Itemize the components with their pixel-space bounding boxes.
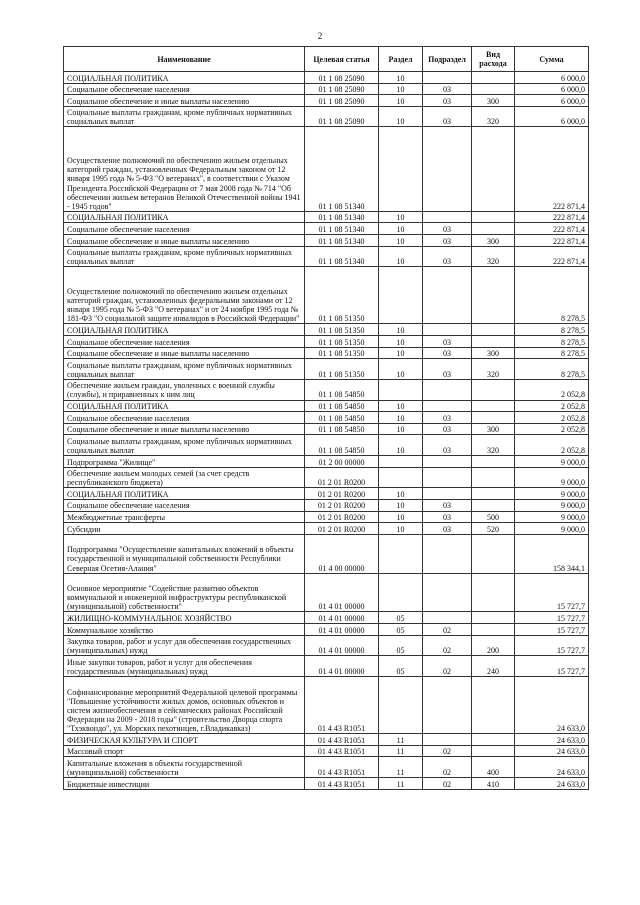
row-target-article-cell: 01 1 08 25090	[305, 72, 379, 84]
row-expense-type-cell	[472, 734, 515, 746]
table-row	[64, 106, 589, 127]
row-subsection-cell	[423, 677, 472, 734]
table-row	[64, 456, 589, 468]
row-section-cell	[379, 677, 423, 734]
row-section-cell	[379, 127, 423, 211]
row-sum-cell: 15 727,7	[515, 624, 589, 636]
table-row	[64, 573, 589, 612]
row-section-cell	[379, 267, 423, 324]
row-sum-cell: 9 000,0	[515, 456, 589, 468]
row-section-cell: 10	[379, 499, 423, 511]
row-subsection-cell: 03	[423, 347, 472, 359]
row-section-cell: 10	[379, 95, 423, 107]
row-target-article-cell: 01 1 08 51350	[305, 267, 379, 324]
row-sum-cell: 222 871,4	[515, 211, 589, 223]
row-name-cell: Закупка товаров, работ и услуг для обеспечения государственных (муниципальных) нужд	[64, 635, 305, 656]
row-expense-type-cell	[472, 412, 515, 424]
row-subsection-cell	[423, 127, 472, 211]
row-name-cell: Социальное обеспечение населения	[64, 336, 305, 348]
row-sum-cell: 6 000,0	[515, 72, 589, 84]
row-target-article-cell: 01 4 43 R1051	[305, 745, 379, 757]
row-expense-type-cell	[472, 534, 515, 573]
row-section-cell	[379, 379, 423, 400]
row-sum-cell: 222 871,4	[515, 235, 589, 247]
row-target-article-cell: 01 4 43 R1051	[305, 677, 379, 734]
row-section-cell	[379, 467, 423, 488]
table-row	[64, 235, 589, 247]
header-section: Раздел	[379, 47, 423, 72]
row-subsection-cell: 03	[423, 106, 472, 127]
row-expense-type-cell	[472, 223, 515, 235]
row-name-cell: СОЦИАЛЬНАЯ ПОЛИТИКА	[64, 488, 305, 500]
table-row	[64, 635, 589, 656]
row-section-cell: 05	[379, 656, 423, 677]
row-target-article-cell: 01 1 08 51350	[305, 324, 379, 336]
row-expense-type-cell: 320	[472, 359, 515, 380]
row-target-article-cell: 01 2 00 00000	[305, 456, 379, 468]
row-name-cell: Иные закупки товаров, работ и услуг для обеспечения государственных (муниципальных) нужд	[64, 656, 305, 677]
table-row	[64, 734, 589, 746]
row-subsection-cell	[423, 488, 472, 500]
table-row	[64, 223, 589, 235]
budget-table	[63, 46, 589, 790]
row-target-article-cell: 01 1 08 51340	[305, 235, 379, 247]
row-name-cell: Обеспечение жильем граждан, уволенных с военной службы (службы), и приравненных к ним лиц	[64, 379, 305, 400]
row-name-cell: Социальные выплаты гражданам, кроме публичных нормативных социальных выплат	[64, 359, 305, 380]
row-sum-cell: 24 633,0	[515, 677, 589, 734]
row-target-article-cell: 01 4 00 00000	[305, 534, 379, 573]
row-section-cell: 10	[379, 347, 423, 359]
row-sum-cell: 15 727,7	[515, 573, 589, 612]
row-subsection-cell	[423, 267, 472, 324]
row-name-cell: Социальные выплаты гражданам, кроме публичных нормативных социальных выплат	[64, 246, 305, 267]
row-subsection-cell: 03	[423, 412, 472, 424]
row-expense-type-cell: 300	[472, 423, 515, 435]
row-section-cell: 10	[379, 235, 423, 247]
row-target-article-cell: 01 4 01 00000	[305, 624, 379, 636]
table-row	[64, 400, 589, 412]
row-section-cell: 10	[379, 336, 423, 348]
row-target-article-cell: 01 1 08 25090	[305, 106, 379, 127]
row-subsection-cell: 02	[423, 778, 472, 790]
row-subsection-cell	[423, 534, 472, 573]
row-expense-type-cell: 410	[472, 778, 515, 790]
header-target-article: Целевая статья	[305, 47, 379, 72]
header-expense-type: Вид расхода	[472, 47, 515, 72]
row-subsection-cell: 02	[423, 624, 472, 636]
row-name-cell: Подпрограмма "Жилище"	[64, 456, 305, 468]
row-sum-cell: 9 000,0	[515, 488, 589, 500]
row-section-cell: 05	[379, 612, 423, 624]
row-expense-type-cell: 400	[472, 757, 515, 778]
row-section-cell: 10	[379, 359, 423, 380]
row-name-cell: Массовый спорт	[64, 745, 305, 757]
row-name-cell: Осуществление полномочий по обеспечению жильем отдельных категорий граждан, установленных федеральными законами от 12 января 1995 года № 5-ФЗ "О ветеранах" и от 24 ноября 1995 года № 181-ФЗ "О социальной защите инвалидов в Российской Федерации"	[64, 267, 305, 324]
row-name-cell: Социальное обеспечение населения	[64, 499, 305, 511]
row-expense-type-cell: 320	[472, 435, 515, 456]
row-target-article-cell: 01 4 43 R1051	[305, 757, 379, 778]
table-row	[64, 379, 589, 400]
row-section-cell: 10	[379, 106, 423, 127]
row-target-article-cell: 01 1 08 54850	[305, 435, 379, 456]
row-subsection-cell: 03	[423, 523, 472, 535]
row-name-cell: Осуществление полномочий по обеспечению жильем отдельных категорий граждан, установленных Федеральным законом от 12 января 1995 года № 5-ФЗ "О ветеранах", в соответствии с Указом Президента Российской Федерации от 7 мая 2008 года № 714 "Об обеспечении жильем ветеранов Великой Отечественной войны 1941 - 1945 годов"	[64, 127, 305, 211]
table-body	[64, 72, 589, 790]
table-row	[64, 347, 589, 359]
row-sum-cell: 24 633,0	[515, 745, 589, 757]
row-sum-cell: 2 052,8	[515, 423, 589, 435]
row-target-article-cell: 01 1 08 51340	[305, 223, 379, 235]
row-name-cell: Социальное обеспечение населения	[64, 223, 305, 235]
row-expense-type-cell	[472, 612, 515, 624]
row-subsection-cell: 02	[423, 745, 472, 757]
row-expense-type-cell	[472, 72, 515, 84]
row-expense-type-cell	[472, 456, 515, 468]
row-sum-cell: 9 000,0	[515, 467, 589, 488]
row-subsection-cell: 03	[423, 336, 472, 348]
table-row	[64, 72, 589, 84]
row-sum-cell: 24 633,0	[515, 757, 589, 778]
row-section-cell: 05	[379, 635, 423, 656]
table-row	[64, 656, 589, 677]
table-row	[64, 523, 589, 535]
row-target-article-cell: 01 1 08 51350	[305, 347, 379, 359]
row-section-cell: 05	[379, 624, 423, 636]
row-expense-type-cell: 520	[472, 523, 515, 535]
row-expense-type-cell	[472, 488, 515, 500]
row-expense-type-cell	[472, 83, 515, 95]
row-sum-cell: 24 633,0	[515, 734, 589, 746]
row-subsection-cell: 03	[423, 83, 472, 95]
row-subsection-cell	[423, 573, 472, 612]
page-number: 2	[317, 31, 323, 41]
row-section-cell: 11	[379, 734, 423, 746]
table-row	[64, 488, 589, 500]
table-row	[64, 423, 589, 435]
table-row	[64, 612, 589, 624]
row-sum-cell: 222 871,4	[515, 223, 589, 235]
row-subsection-cell: 03	[423, 359, 472, 380]
row-section-cell: 11	[379, 745, 423, 757]
header-sum: Сумма	[515, 47, 589, 72]
table-row	[64, 267, 589, 324]
row-name-cell: Капитальные вложения в объекты государственной (муниципальной) собственности	[64, 757, 305, 778]
row-subsection-cell	[423, 400, 472, 412]
row-target-article-cell: 01 1 08 25090	[305, 95, 379, 107]
row-sum-cell: 8 278,5	[515, 267, 589, 324]
row-expense-type-cell: 300	[472, 347, 515, 359]
table-row	[64, 467, 589, 488]
row-subsection-cell: 03	[423, 423, 472, 435]
row-section-cell: 11	[379, 778, 423, 790]
header-subsection: Подраздел	[423, 47, 472, 72]
row-name-cell: Социальное обеспечение населения	[64, 412, 305, 424]
row-section-cell: 10	[379, 423, 423, 435]
table-row	[64, 127, 589, 211]
row-name-cell: Субсидии	[64, 523, 305, 535]
row-sum-cell: 222 871,4	[515, 246, 589, 267]
table-row	[64, 511, 589, 523]
row-subsection-cell	[423, 734, 472, 746]
table-row	[64, 246, 589, 267]
row-name-cell: Социальное обеспечение и иные выплаты населению	[64, 347, 305, 359]
row-target-article-cell: 01 1 08 25090	[305, 83, 379, 95]
row-name-cell: Основное мероприятие "Содействие развитию объектов коммунальной и инженерной инфраструктуры республиканской (муниципальной) собственности"	[64, 573, 305, 612]
row-target-article-cell: 01 1 08 51350	[305, 359, 379, 380]
row-sum-cell: 2 052,8	[515, 400, 589, 412]
row-expense-type-cell: 500	[472, 511, 515, 523]
row-expense-type-cell	[472, 677, 515, 734]
row-target-article-cell: 01 2 01 R0200	[305, 467, 379, 488]
row-section-cell	[379, 456, 423, 468]
row-section-cell	[379, 573, 423, 612]
row-section-cell: 10	[379, 324, 423, 336]
row-sum-cell: 222 871,4	[515, 127, 589, 211]
table-row	[64, 95, 589, 107]
table-row	[64, 757, 589, 778]
row-target-article-cell: 01 4 43 R1051	[305, 734, 379, 746]
row-section-cell: 10	[379, 488, 423, 500]
table-row	[64, 324, 589, 336]
row-sum-cell: 8 278,5	[515, 359, 589, 380]
row-expense-type-cell: 200	[472, 635, 515, 656]
row-name-cell: Социальное обеспечение населения	[64, 83, 305, 95]
row-subsection-cell: 02	[423, 656, 472, 677]
row-target-article-cell: 01 2 01 R0200	[305, 499, 379, 511]
table-row	[64, 83, 589, 95]
table-row	[64, 745, 589, 757]
row-target-article-cell: 01 2 01 R0200	[305, 488, 379, 500]
row-target-article-cell: 01 2 01 R0200	[305, 511, 379, 523]
header-name: Наименование	[64, 47, 305, 72]
row-sum-cell: 9 000,0	[515, 523, 589, 535]
row-name-cell: СОЦИАЛЬНАЯ ПОЛИТИКА	[64, 400, 305, 412]
row-subsection-cell: 03	[423, 511, 472, 523]
row-sum-cell: 6 000,0	[515, 106, 589, 127]
table-row	[64, 677, 589, 734]
row-section-cell: 10	[379, 511, 423, 523]
row-sum-cell: 15 727,7	[515, 612, 589, 624]
row-sum-cell: 24 633,0	[515, 778, 589, 790]
row-sum-cell: 6 000,0	[515, 83, 589, 95]
row-name-cell: ЖИЛИЩНО-КОММУНАЛЬНОЕ ХОЗЯЙСТВО	[64, 612, 305, 624]
row-subsection-cell: 02	[423, 635, 472, 656]
row-subsection-cell: 02	[423, 757, 472, 778]
row-expense-type-cell: 320	[472, 106, 515, 127]
row-name-cell: СОЦИАЛЬНАЯ ПОЛИТИКА	[64, 211, 305, 223]
row-target-article-cell: 01 4 01 00000	[305, 612, 379, 624]
row-name-cell: Бюджетные инвестиции	[64, 778, 305, 790]
row-sum-cell: 15 727,7	[515, 635, 589, 656]
row-target-article-cell: 01 4 01 00000	[305, 573, 379, 612]
row-subsection-cell	[423, 211, 472, 223]
row-subsection-cell	[423, 324, 472, 336]
row-expense-type-cell	[472, 211, 515, 223]
row-name-cell: Социальное обеспечение и иные выплаты населению	[64, 423, 305, 435]
row-sum-cell: 8 278,5	[515, 324, 589, 336]
row-target-article-cell: 01 1 08 51340	[305, 211, 379, 223]
row-sum-cell: 2 052,8	[515, 435, 589, 456]
row-target-article-cell: 01 4 01 00000	[305, 635, 379, 656]
row-name-cell: Социальное обеспечение и иные выплаты населению	[64, 235, 305, 247]
row-sum-cell: 2 052,8	[515, 379, 589, 400]
row-expense-type-cell	[472, 573, 515, 612]
row-target-article-cell: 01 1 08 51350	[305, 336, 379, 348]
row-expense-type-cell	[472, 324, 515, 336]
row-name-cell: Социальные выплаты гражданам, кроме публичных нормативных социальных выплат	[64, 435, 305, 456]
row-expense-type-cell	[472, 624, 515, 636]
table-row	[64, 435, 589, 456]
row-subsection-cell: 03	[423, 235, 472, 247]
row-target-article-cell: 01 2 01 R0200	[305, 523, 379, 535]
row-sum-cell: 8 278,5	[515, 336, 589, 348]
row-subsection-cell	[423, 379, 472, 400]
row-section-cell	[379, 534, 423, 573]
row-subsection-cell	[423, 467, 472, 488]
row-subsection-cell: 03	[423, 435, 472, 456]
row-name-cell: Межбюджетные трансферты	[64, 511, 305, 523]
table-row	[64, 359, 589, 380]
row-subsection-cell: 03	[423, 95, 472, 107]
row-section-cell: 10	[379, 523, 423, 535]
row-section-cell: 10	[379, 246, 423, 267]
row-expense-type-cell	[472, 379, 515, 400]
row-target-article-cell: 01 4 43 R1051	[305, 778, 379, 790]
table-header-row	[64, 47, 589, 72]
row-target-article-cell: 01 1 08 54850	[305, 379, 379, 400]
table-row	[64, 211, 589, 223]
row-name-cell: ФИЗИЧЕСКАЯ КУЛЬТУРА И СПОРТ	[64, 734, 305, 746]
row-name-cell: Софинансирование мероприятий Федеральной целевой программы "Повышение устойчивости жилых домов, основных объектов и систем жизнеобеспечения в сейсмических районах Российской Федерации на 2009 - 2018 годы" (строительство Дворца спорта "Тхэквондо", ул. Морских пехотинцев, г.Владикавказ)	[64, 677, 305, 734]
row-target-article-cell: 01 1 08 51340	[305, 127, 379, 211]
row-sum-cell: 6 000,0	[515, 95, 589, 107]
row-name-cell: СОЦИАЛЬНАЯ ПОЛИТИКА	[64, 324, 305, 336]
row-section-cell: 10	[379, 412, 423, 424]
row-name-cell: Коммунальное хозяйство	[64, 624, 305, 636]
row-section-cell: 10	[379, 83, 423, 95]
row-subsection-cell: 03	[423, 223, 472, 235]
table-row	[64, 336, 589, 348]
row-subsection-cell	[423, 612, 472, 624]
row-expense-type-cell: 240	[472, 656, 515, 677]
row-target-article-cell: 01 1 08 54850	[305, 423, 379, 435]
row-section-cell: 10	[379, 435, 423, 456]
row-section-cell: 10	[379, 72, 423, 84]
row-target-article-cell: 01 4 01 00000	[305, 656, 379, 677]
row-expense-type-cell	[472, 267, 515, 324]
row-sum-cell: 8 278,5	[515, 347, 589, 359]
row-subsection-cell	[423, 72, 472, 84]
row-expense-type-cell	[472, 127, 515, 211]
row-section-cell: 10	[379, 223, 423, 235]
table-row	[64, 778, 589, 790]
row-sum-cell: 158 344,1	[515, 534, 589, 573]
row-expense-type-cell	[472, 467, 515, 488]
row-section-cell: 10	[379, 211, 423, 223]
row-expense-type-cell	[472, 336, 515, 348]
row-sum-cell: 2 052,8	[515, 412, 589, 424]
row-expense-type-cell	[472, 400, 515, 412]
row-target-article-cell: 01 1 08 54850	[305, 400, 379, 412]
row-name-cell: Социальные выплаты гражданам, кроме публичных нормативных социальных выплат	[64, 106, 305, 127]
table-row	[64, 412, 589, 424]
row-section-cell: 10	[379, 400, 423, 412]
row-name-cell: СОЦИАЛЬНАЯ ПОЛИТИКА	[64, 72, 305, 84]
row-name-cell: Подпрограмма "Осуществление капитальных вложений в объекты государственной и муниципальной собственности Республики Северная Осетия-Алания"	[64, 534, 305, 573]
row-section-cell: 11	[379, 757, 423, 778]
row-subsection-cell	[423, 456, 472, 468]
row-expense-type-cell: 300	[472, 235, 515, 247]
row-expense-type-cell	[472, 745, 515, 757]
row-expense-type-cell: 320	[472, 246, 515, 267]
row-subsection-cell: 03	[423, 499, 472, 511]
row-sum-cell: 15 727,7	[515, 656, 589, 677]
row-sum-cell: 9 000,0	[515, 511, 589, 523]
row-sum-cell: 9 000,0	[515, 499, 589, 511]
row-name-cell: Обеспечение жильем молодых семей (за счет средств республиканского бюджета)	[64, 467, 305, 488]
row-subsection-cell: 03	[423, 246, 472, 267]
row-name-cell: Социальное обеспечение и иные выплаты населению	[64, 95, 305, 107]
table-row	[64, 499, 589, 511]
row-expense-type-cell: 300	[472, 95, 515, 107]
row-target-article-cell: 01 1 08 51340	[305, 246, 379, 267]
row-expense-type-cell	[472, 499, 515, 511]
table-row	[64, 534, 589, 573]
row-target-article-cell: 01 1 08 54850	[305, 412, 379, 424]
table-row	[64, 624, 589, 636]
